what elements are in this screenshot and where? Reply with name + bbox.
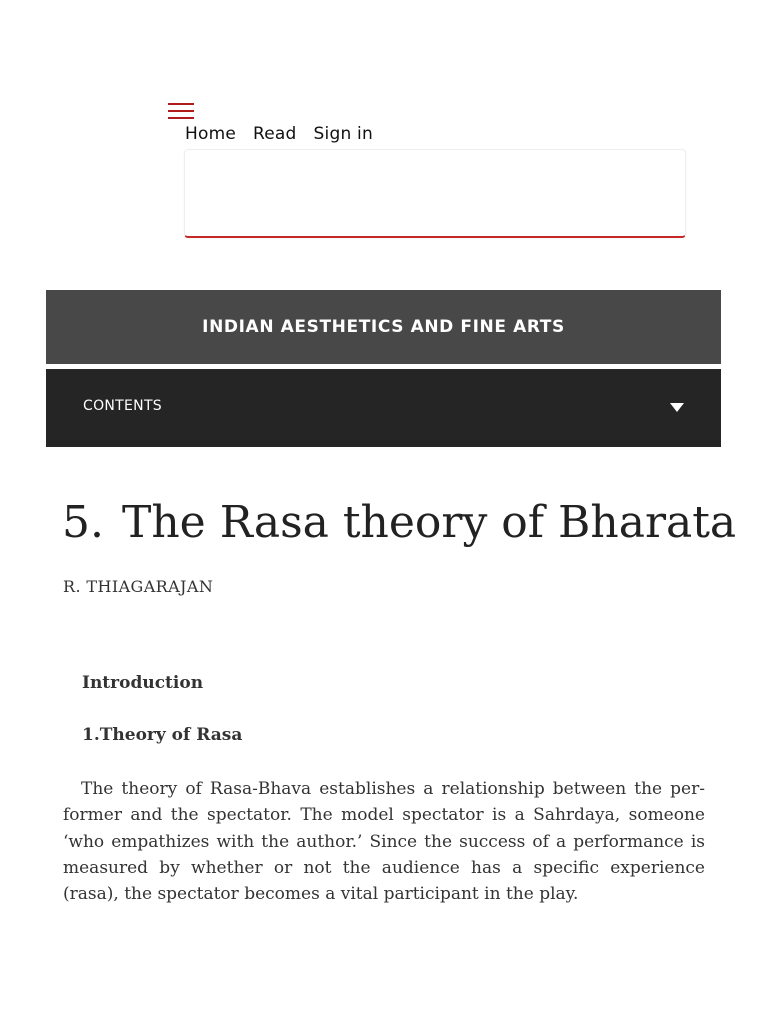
- chapter-author: R. THIAGARAJAN: [63, 577, 214, 596]
- body-paragraph: The theory of Rasa-Bhava establishes a relationship between the performer and the spectator. The model spectator is a Sahrdaya, someone ‘who empathizes with the author.’ Since the success of a performance is measured by whether or not the audience has a specific experience (rasa), the spectator becomes a vital participant in the play.: [63, 779, 705, 905]
- chapter-title-text: The Rasa theory of Bharata: [121, 497, 737, 548]
- nav-home-link[interactable]: Home: [185, 124, 237, 144]
- book-title-bar[interactable]: [46, 290, 721, 364]
- book-title: INDIAN AESTHETICS AND FINE ARTS: [202, 317, 565, 337]
- menu-line: [168, 110, 194, 112]
- chapter-title: [62, 497, 736, 548]
- nav-read-link[interactable]: Read: [253, 124, 297, 144]
- chapter-number: 5.: [62, 497, 104, 548]
- menu-line: [168, 117, 194, 119]
- menu-line: [168, 103, 194, 105]
- search-input[interactable]: [184, 149, 686, 238]
- contents-label: CONTENTS: [83, 398, 162, 414]
- section-heading-theory-of-rasa: 1.Theory of Rasa: [82, 725, 243, 745]
- hamburger-menu-icon[interactable]: [168, 103, 194, 121]
- top-navigation: [185, 124, 373, 144]
- contents-dropdown[interactable]: [46, 369, 721, 447]
- caret-down-icon: [670, 403, 684, 412]
- section-heading-introduction: Introduction: [82, 673, 204, 693]
- nav-sign-in-link[interactable]: Sign in: [313, 124, 373, 144]
